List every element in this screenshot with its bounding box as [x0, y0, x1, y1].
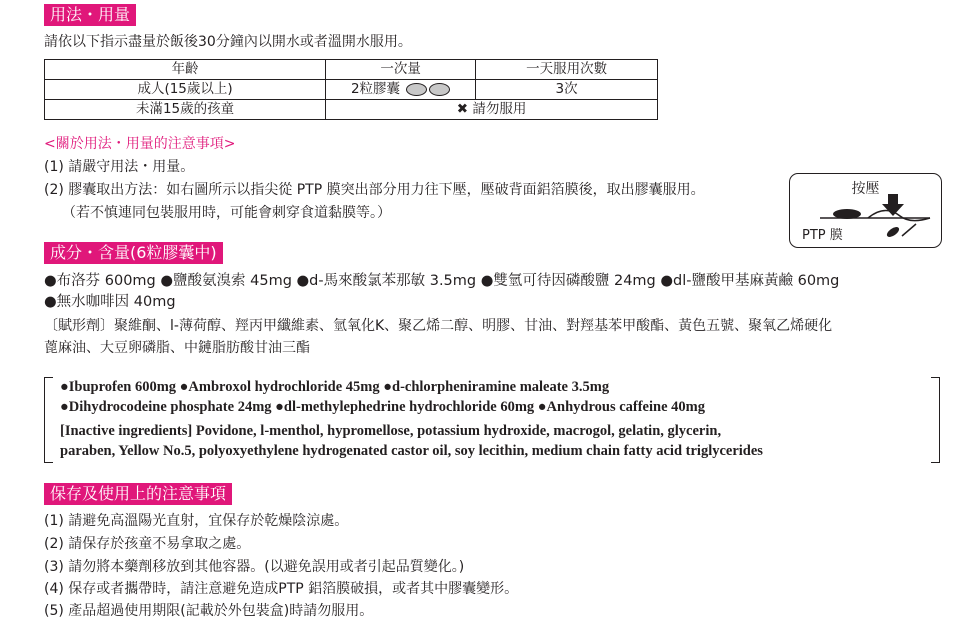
row-times: 3次 — [476, 80, 658, 100]
notes-title: <關於用法・用量的注意事項> — [44, 136, 236, 152]
ingredients-line: ●無水咖啡因 40mg — [44, 294, 176, 310]
storage-header: 保存及使用上的注意事項 — [44, 483, 232, 505]
english-ingredients-box — [44, 377, 940, 463]
row-dose — [326, 80, 476, 100]
usage-header: 用法・用量 — [44, 4, 136, 26]
row-dose-prohibited: ✖ 請勿服用 — [326, 100, 658, 120]
english-line: ●Ibuprofen 600mg ●Ambroxol hydrochloride 45mg ●d-chlorpheniramine maleate 3.5mg — [60, 379, 610, 395]
dosage-table — [44, 59, 658, 120]
right-bracket — [931, 377, 940, 463]
usage-intro: 請依以下指示盡量於飯後30分鐘內以開水或者溫開水服用。 — [44, 34, 412, 50]
table-row — [45, 80, 658, 100]
left-bracket — [44, 377, 53, 463]
table-row — [45, 100, 658, 120]
storage-item: (1) 請避免高溫陽光直射，宜保存於乾燥陰涼處。 — [44, 513, 349, 529]
capsule-icon — [406, 83, 427, 96]
ingredients-header: 成分・含量(6粒膠囊中) — [44, 242, 223, 264]
note-item: (2) 膠囊取出方法：如右圖所示以指尖從 PTP 膜突出部分用力往下壓，壓破背面鋁箔膜後，取出膠囊服用。 — [44, 182, 705, 198]
english-line: paraben, Yellow No.5, polyoxyethylene hydrogenated castor oil, soy lecithin, medium chain fatty acid triglycerides — [60, 443, 763, 459]
note-item: (1) 請嚴守用法・用量。 — [44, 159, 195, 175]
inactive-ingredients-line: 蓖麻油、大豆卵磷脂、中鏈脂肪酸甘油三酯 — [44, 340, 310, 356]
ptp-label: PTP 膜 — [802, 228, 843, 243]
table-header-row — [45, 60, 658, 80]
row-age: 成人(15歲以上) — [45, 80, 326, 100]
ptp-press-diagram — [789, 173, 942, 248]
storage-item: (2) 請保存於孩童不易拿取之處。 — [44, 536, 251, 552]
storage-item: (4) 保存或者攜帶時，請注意避免造成PTP 鋁箔膜破損，或者其中膠囊變形。 — [44, 581, 519, 597]
row-age: 未滿15歲的孩童 — [45, 100, 326, 120]
storage-item: (3) 請勿將本藥劑移放到其他容器。(以避免誤用或者引起品質變化。) — [44, 559, 465, 575]
note-item: （若不慎連同包裝服用時，可能會刺穿食道黏膜等。） — [62, 205, 391, 221]
press-label: 按壓 — [851, 181, 880, 197]
english-line: ●Dihydrocodeine phosphate 24mg ●dl-methylephedrine hydrochloride 60mg ●Anhydrous caffeine 40mg — [60, 399, 705, 415]
header-age: 年齡 — [45, 60, 326, 80]
english-line: [Inactive ingredients] Povidone, l-menthol, hypromellose, potassium hydroxide, macrogol, gelatin, glycerin, — [60, 423, 722, 439]
inactive-ingredients-line: 〔賦形劑〕聚維酮、l-薄荷醇、羥丙甲纖維素、氫氧化K、聚乙烯二醇、明膠、甘油、對羥基苯甲酸酯、黃色五號、聚氧乙烯硬化 — [44, 318, 833, 334]
header-dose: 一次量 — [326, 60, 476, 80]
capsule-icon — [429, 83, 450, 96]
storage-item: (5) 產品超過使用期限(記載於外包裝盒)時請勿服用。 — [44, 603, 374, 619]
dose-text: 2粒膠囊 — [350, 81, 401, 97]
ingredients-line: ●布洛芬 600mg ●鹽酸氨溴索 45mg ●d-馬來酸氯苯那敏 3.5mg ●雙氫可待因磷酸鹽 24mg ●dl-鹽酸甲基麻黃鹼 60mg — [44, 273, 840, 289]
header-times: 一天服用次數 — [476, 60, 658, 80]
